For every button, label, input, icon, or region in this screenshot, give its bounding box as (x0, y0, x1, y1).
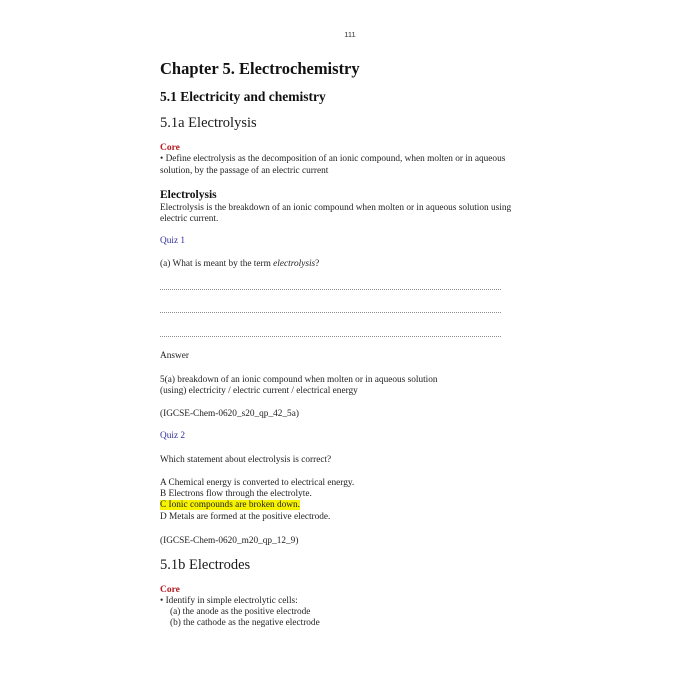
definition-line-1: Electrolysis is the breakdown of an ionic compound when molten or in aqueous solution using (160, 203, 512, 213)
section-title: 5.1 Electricity and chemistry (160, 89, 326, 104)
core-electrodes-item-b: (b) the cathode as the negative electrode (170, 618, 320, 628)
quiz-1-label: Quiz 1 (160, 236, 186, 246)
correct-answer-highlight: C Ionic compounds are broken down. (160, 500, 300, 510)
definition-heading: Electrolysis (160, 189, 217, 201)
answer-line-text-1: 5(a) breakdown of an ionic compound when molten or in aqueous solution (160, 375, 438, 385)
quiz-1-question-prefix: (a) What is meant by the term (160, 259, 274, 269)
quiz-1-question-term: electrolysis (273, 259, 316, 269)
subsection-title-electrodes: 5.1b Electrodes (160, 557, 251, 573)
quiz-2-option-c-correct (160, 500, 300, 512)
quiz-1-question (160, 259, 319, 271)
quiz-1-reference: (IGCSE-Chem-0620_s20_qp_42_5a) (160, 409, 299, 419)
subsection-title-electrolysis: 5.1a Electrolysis (160, 115, 257, 131)
core-objective-line-1: • Define electrolysis as the decomposition of an ionic compound, when molten or in aqueous (160, 154, 506, 164)
quiz-2-reference: (IGCSE-Chem-0620_m20_qp_12_9) (160, 536, 299, 546)
core-electrodes-bullet: • Identify in simple electrolytic cells: (160, 596, 298, 606)
quiz-1-question-suffix: ? (315, 259, 320, 269)
definition-line-2: electric current. (160, 214, 219, 224)
page-number: 111 (344, 30, 356, 39)
answer-line-text-2: (using) electricity / electric current / electrical energy (160, 386, 358, 396)
quiz-2-question: Which statement about electrolysis is correct? (160, 455, 332, 465)
core-objective-line-2: solution, by the passage of an electric current (160, 166, 329, 176)
answer-line-3[interactable] (160, 336, 501, 337)
core-electrodes-item-a: (a) the anode as the positive electrode (170, 607, 311, 617)
core-label: Core (160, 143, 180, 153)
quiz-2-label: Quiz 2 (160, 431, 186, 441)
answer-line-1[interactable] (160, 289, 501, 290)
answer-label: Answer (160, 351, 189, 361)
core-label-electrodes: Core (160, 585, 180, 595)
quiz-2-option-a: A Chemical energy is converted to electrical energy. (160, 478, 355, 488)
quiz-2-option-d: D Metals are formed at the positive electrode. (160, 512, 331, 522)
chapter-title: Chapter 5. Electrochemistry (160, 59, 360, 78)
quiz-2-option-b: B Electrons flow through the electrolyte. (160, 489, 312, 499)
answer-line-2[interactable] (160, 312, 501, 313)
